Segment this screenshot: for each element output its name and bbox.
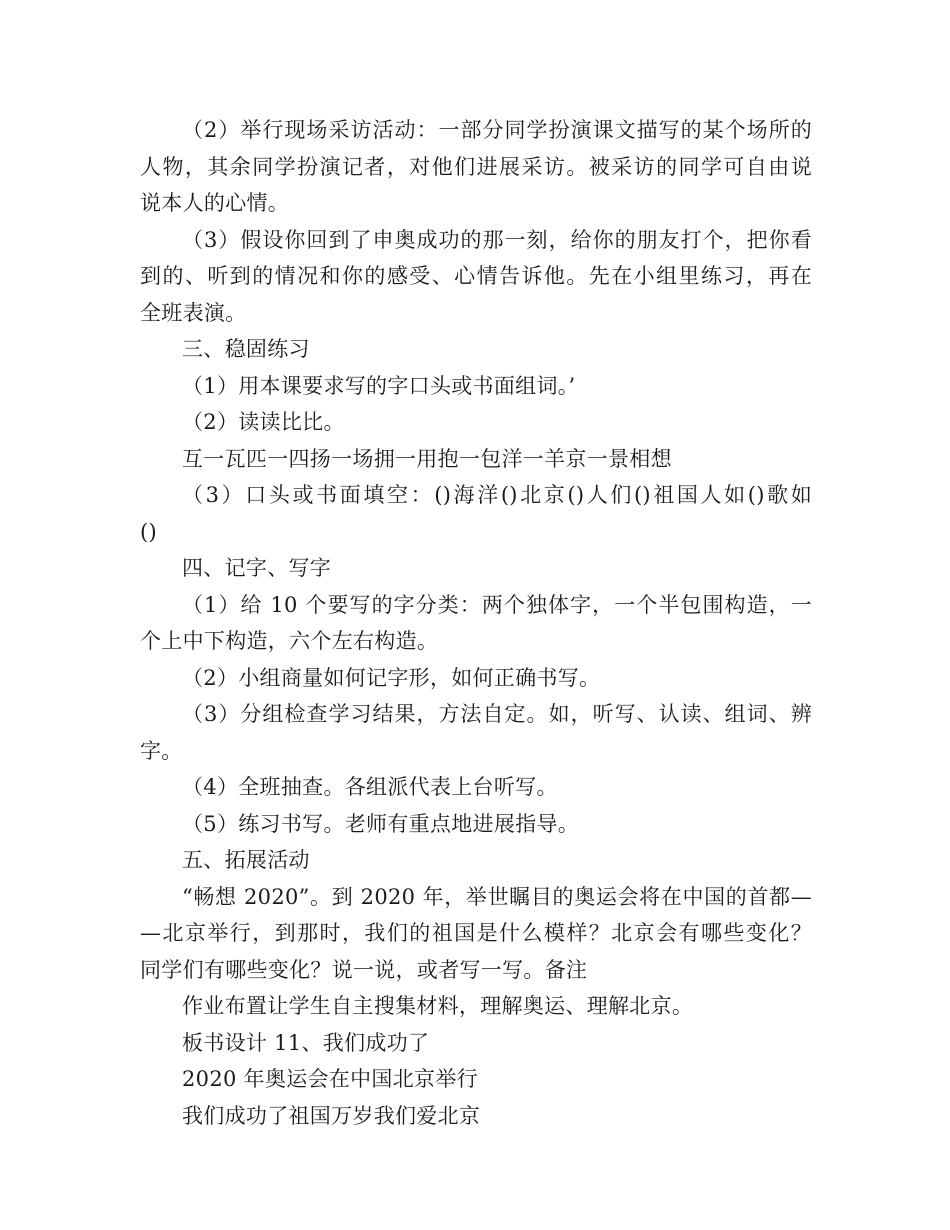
paragraph-line: 说本人的心情。 bbox=[140, 191, 290, 215]
paragraph-line: —北京举行，到那时，我们的祖国是什么模样？北京会有哪些变化？ bbox=[140, 921, 812, 945]
paragraph-line: （1）给 10 个要写的字分类：两个独体字，一个半包围构造，一 bbox=[182, 592, 812, 617]
paragraph-line: 互一瓦匹一四扬一场拥一用抱一包洋一羊京一景相想 bbox=[182, 446, 672, 471]
paragraph-line: 作业布置让学生自主搜集材料，理解奥运、理解北京。 bbox=[182, 994, 694, 1018]
paragraph-line: 2020 年奥运会在中国北京举行 bbox=[182, 1067, 478, 1091]
paragraph-line: （2）读读比比。 bbox=[182, 410, 345, 434]
paragraph-line: 字。 bbox=[140, 738, 183, 763]
paragraph-line: 板书设计 11、我们成功了 bbox=[182, 1030, 430, 1055]
paragraph-line: （3）分组检查学习结果，方法自定。如，听写、认读、组词、辨 bbox=[182, 702, 812, 726]
paragraph-line: （2）小组商量如何记字形，如何正确书写。 bbox=[182, 665, 601, 690]
paragraph-line: （4）全班抽查。各组派代表上台听写。 bbox=[182, 775, 558, 799]
paragraph-line: （3）假设你回到了申奥成功的那一刻，给你的朋友打个，把你看 bbox=[182, 227, 812, 252]
paragraph-line: 我们成功了祖国万岁我们爱北京 bbox=[182, 1103, 481, 1128]
paragraph-line: 到的、听到的情况和你的感受、心情告诉他。先在小组里练习，再在 bbox=[140, 264, 812, 288]
document-page bbox=[140, 112, 812, 1134]
section-heading: 五、拓展活动 bbox=[182, 848, 310, 872]
paragraph-line: （1）用本课要求写的字口头或书面组词。’ bbox=[182, 373, 576, 398]
paragraph-line: 个上中下构造，六个左右构造。 bbox=[140, 629, 439, 653]
section-heading: 三、稳固练习 bbox=[182, 337, 310, 361]
paragraph-line: （3）口头或书面填空：()海洋()北京()人们()祖国人如()歌如 bbox=[182, 483, 812, 507]
section-heading: 四、记字、写字 bbox=[182, 556, 332, 580]
paragraph-line: 同学们有哪些变化？说一说，或者写一写。备注 bbox=[140, 957, 588, 982]
paragraph-line: “畅想 2020”。到 2020 年，举世瞩目的奥运会将在中国的首都— bbox=[182, 884, 812, 909]
paragraph-line: () bbox=[140, 519, 157, 544]
paragraph-line: （2）举行现场采访活动：一部分同学扮演课文描写的某个场所的 bbox=[182, 118, 812, 142]
paragraph-line: （5）练习书写。老师有重点地进展指导。 bbox=[182, 811, 580, 836]
paragraph-line: 全班表演。 bbox=[140, 300, 247, 325]
paragraph-line: 人物，其余同学扮演记者，对他们进展采访。被采访的同学可自由说 bbox=[140, 154, 812, 179]
